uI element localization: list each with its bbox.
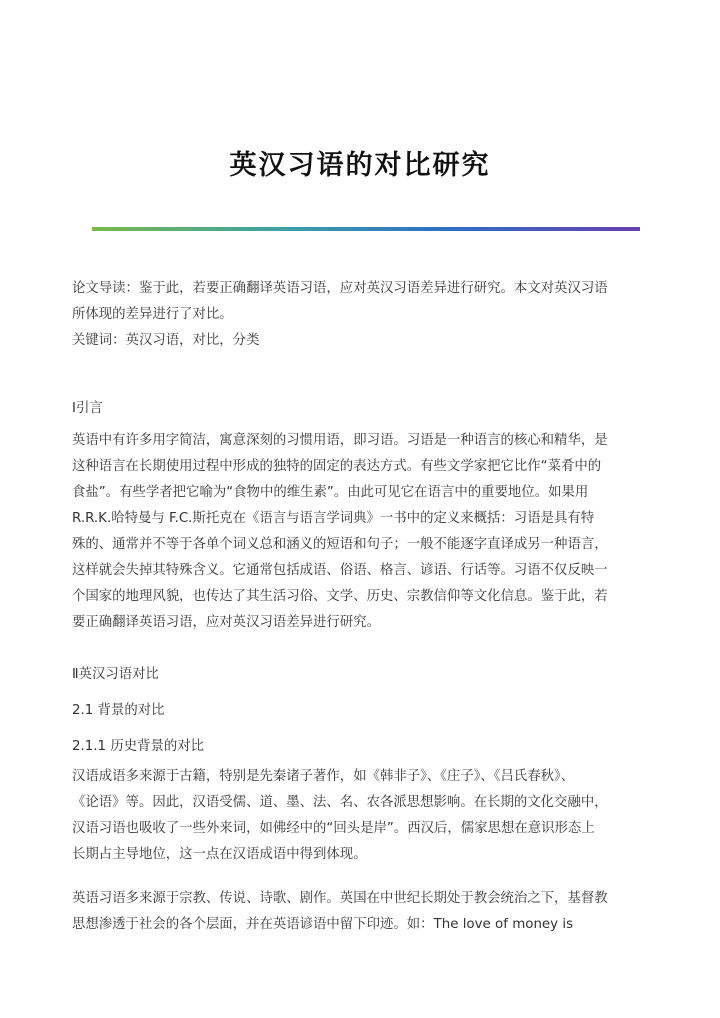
page-title: 英汉习语的对比研究 — [229, 150, 491, 181]
paragraph-line: 这样就会失掉其特殊含义。它通常包括成语、俗语、格言、谚语、行话等。习语不仅反映一 — [72, 563, 608, 578]
paragraph-line: R.R.K.哈特曼与 F.C.斯托克在《语言与语言学词典》一书中的定义来概括：习语是具有特 — [72, 511, 595, 526]
intro-paragraph — [72, 428, 652, 636]
abstract — [72, 276, 652, 354]
subsubsection-heading-history: 2.1.1 历史背景的对比 — [72, 739, 205, 754]
paragraph-line: 个国家的地理风貌，也传达了其生活习俗、文学、历史、宗教信仰等文化信息。鉴于此，若 — [72, 589, 608, 604]
paragraph-line: 思想渗透于社会的各个层面，并在英语谚语中留下印迹。如：The love of money is — [72, 917, 574, 932]
paragraph-line: 汉语习语也吸收了一些外来词，如佛经中的“回头是岸”。西汉后，儒家思想在意识形态上 — [72, 821, 595, 836]
paragraph-line: 这种语言在长期使用过程中形成的独特的固定的表达方式。有些文学家把它比作“菜肴中的 — [72, 459, 602, 474]
keywords: 关键词：英汉习语，对比，分类 — [72, 333, 260, 348]
section-heading-comparison: Ⅱ英汉习语对比 — [72, 667, 159, 682]
paragraph-line: 《论语》等。因此，汉语受儒、道、墨、法、名、农各派思想影响。在长期的文化交融中， — [72, 795, 608, 810]
chinese-paragraph — [72, 764, 652, 868]
paragraph-line: 汉语成语多来源于古籍，特别是先秦诸子著作，如《韩非子》、《庄子》、《吕氏春秋》、 — [72, 769, 575, 784]
english-paragraph — [72, 886, 652, 938]
paragraph-line: 殊的、通常并不等于各单个词义总和涵义的短语和句子；一般不能逐字直译成另一种语言， — [72, 537, 608, 552]
subsection-heading-background: 2.1 背景的对比 — [72, 703, 165, 718]
abstract-line: 所体现的差异进行了对比。 — [72, 307, 233, 322]
abstract-line: 论文导读：鉴于此，若要正确翻译英语习语，应对英汉习语差异进行研究。本文对英汉习语 — [72, 281, 608, 296]
paragraph-line: 英语中有许多用字简洁，寓意深刻的习惯用语，即习语。习语是一种语言的核心和精华，是 — [72, 433, 608, 448]
paragraph-line: 长期占主导地位，这一点在汉语成语中得到体现。 — [72, 847, 367, 862]
title-divider — [92, 227, 640, 231]
section-heading-intro: Ⅰ引言 — [72, 401, 103, 416]
paragraph-line: 英语习语多来源于宗教、传说、诗歌、剧作。英国在中世纪长期处于教会统治之下，基督教 — [72, 891, 608, 906]
paragraph-line: 食盐”。有些学者把它喻为“食物中的维生素”。由此可见它在语言中的重要地位。如果用 — [72, 485, 589, 500]
paragraph-line: 要正确翻译英语习语，应对英汉习语差异进行研究。 — [72, 615, 380, 630]
